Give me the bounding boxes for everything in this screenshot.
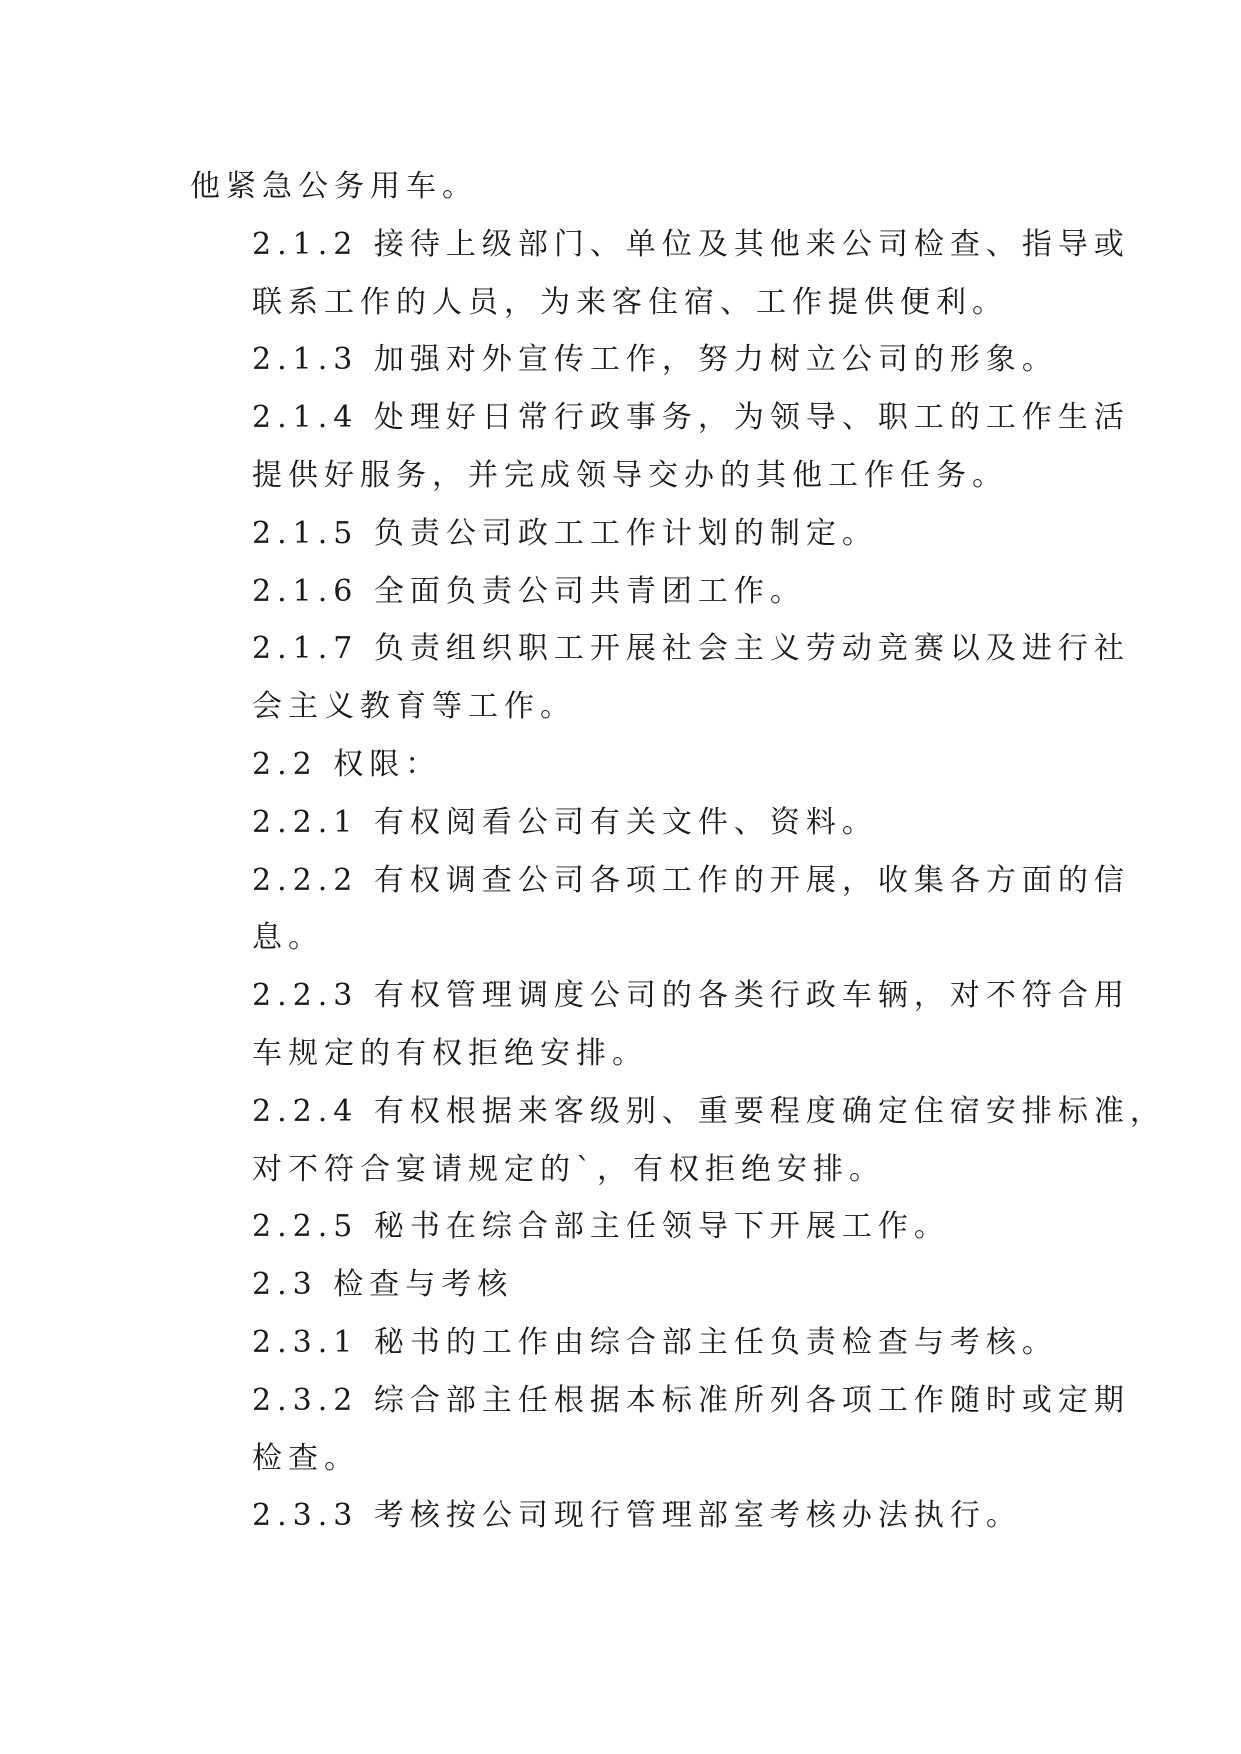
paragraph bbox=[190, 736, 1070, 794]
text-line: 2.1.4 处理好日常行政事务，为领导、职工的工作生活 bbox=[252, 400, 1130, 436]
paragraph bbox=[190, 967, 1130, 1083]
text-line: 2.3.2 综合部主任根据本标准所列各项工作随时或定期 bbox=[252, 1382, 1130, 1418]
text-line: 提供好服务，并完成领导交办的其他工作任务。 bbox=[252, 457, 1008, 493]
paragraph bbox=[190, 1256, 1070, 1314]
text-line: 2.1.3 加强对外宣传工作，努力树立公司的形象。 bbox=[252, 342, 1058, 378]
text-line: 2.2.5 秘书在综合部主任领导下开展工作。 bbox=[252, 1209, 950, 1245]
paragraph bbox=[190, 1198, 1070, 1256]
text-line: 2.1.2 接待上级部门、单位及其他来公司检查、指导或 bbox=[252, 226, 1130, 262]
paragraph bbox=[190, 1372, 1130, 1488]
text-line: 2.1.7 负责组织职工开展社会主义劳动竞赛以及进行社 bbox=[252, 631, 1130, 667]
paragraph bbox=[190, 389, 1130, 505]
paragraph bbox=[190, 794, 1070, 852]
text-line: 他紧急公务用车。 bbox=[190, 169, 478, 204]
paragraph bbox=[190, 563, 1070, 621]
text-line: 会主义教育等工作。 bbox=[252, 689, 576, 725]
text-line: 2.1.6 全面负责公司共青团工作。 bbox=[252, 573, 806, 609]
paragraph bbox=[190, 158, 1070, 216]
paragraph bbox=[190, 620, 1130, 736]
text-line: 检查。 bbox=[252, 1440, 360, 1476]
document-body bbox=[190, 158, 1166, 1545]
text-line: 联系工作的人员，为来客住宿、工作提供便利。 bbox=[252, 284, 1008, 320]
paragraph bbox=[190, 1487, 1070, 1545]
text-line: 2.2.2 有权调查公司各项工作的开展，收集各方面的信 bbox=[252, 862, 1130, 898]
paragraph bbox=[190, 505, 1070, 563]
text-line: 2.2.1 有权阅看公司有关文件、资料。 bbox=[252, 804, 878, 840]
paragraph bbox=[190, 1314, 1070, 1372]
text-line: 2.3.3 考核按公司现行管理部室考核办法执行。 bbox=[252, 1498, 1022, 1534]
text-line: 对不符合宴请规定的`，有权拒绝安排。 bbox=[252, 1151, 885, 1187]
text-line: 2.2.3 有权管理调度公司的各类行政车辆，对不符合用 bbox=[252, 978, 1130, 1014]
text-line: 2.2 权限： bbox=[252, 746, 442, 782]
paragraph bbox=[190, 331, 1070, 389]
paragraph bbox=[190, 1083, 1166, 1199]
text-line: 息。 bbox=[252, 920, 324, 956]
text-line: 2.3.1 秘书的工作由综合部主任负责检查与考核。 bbox=[252, 1324, 1058, 1360]
text-line: 2.3 检查与考核 bbox=[252, 1267, 514, 1303]
text-line: 2.1.5 负责公司政工工作计划的制定。 bbox=[252, 515, 878, 551]
text-line: 车规定的有权拒绝安排。 bbox=[252, 1035, 648, 1071]
paragraph bbox=[190, 216, 1130, 332]
text-line: 2.2.4 有权根据来客级别、重要程度确定住宿安排标准， bbox=[252, 1093, 1166, 1129]
paragraph bbox=[190, 852, 1130, 968]
